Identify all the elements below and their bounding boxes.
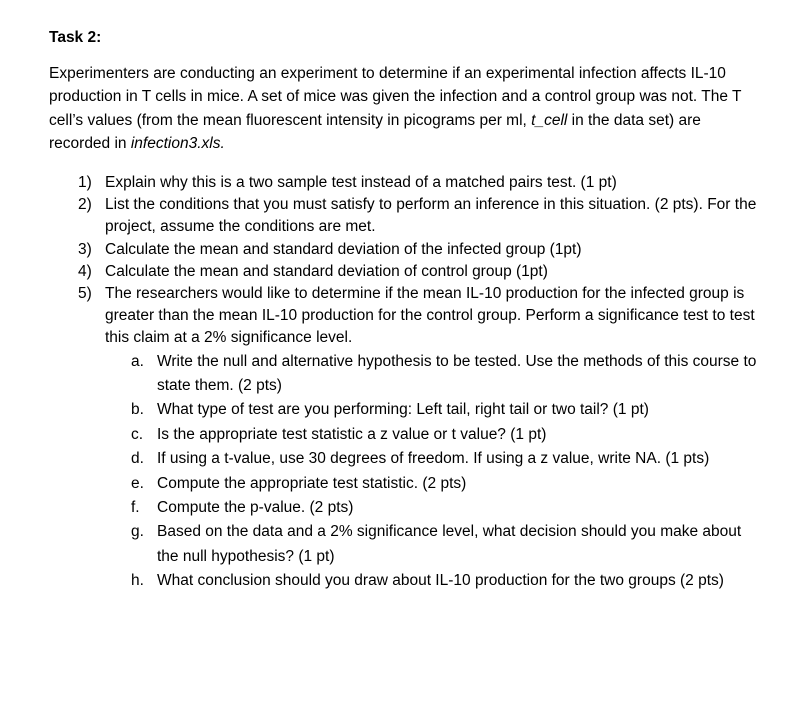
question-item [49,261,764,283]
sub-question-letter: b. [131,401,144,419]
sub-question-item [105,496,764,520]
sub-question-text: Is the appropriate test statistic a z value or t value? (1 pt) [157,425,547,443]
question-text: Calculate the mean and standard deviation of the infected group (1pt) [105,240,582,258]
intro-text: Experimenters are conducting an experiment to determine if an experimental infection affects IL-10 production in T cells in mice. A set of mice was given the infection and a control group was not. The T cell’s values (from the mean fluorescent intensity in picograms per ml, [49,65,742,129]
question-text: Calculate the mean and standard deviation of control group (1pt) [105,262,548,280]
sub-question-letter: h. [131,572,144,590]
sub-question-text: Based on the data and a 2% significance level, what decision should you make about the null hypothesis? (1 pt) [157,523,742,565]
sub-question-item [105,447,764,471]
question-number: 2) [78,196,92,214]
sub-question-item [105,350,764,399]
question-text: Explain why this is a two sample test instead of a matched pairs test. (1 pt) [105,174,617,191]
sub-question-item [105,398,764,422]
intro-text-mid: in the data set) are recorded in [49,111,701,152]
sub-question-list [105,350,764,594]
sub-question-item [105,472,764,496]
data-file-name: infection3.xls. [130,134,225,152]
sub-question-item [105,423,764,447]
sub-question-letter: e. [131,474,144,492]
sub-question-text: What conclusion should you draw about IL-10 production for the two groups (2 pts) [157,572,724,590]
question-item [49,172,764,194]
question-item [49,194,764,238]
task-title: Task 2: [49,29,102,46]
task-intro [49,62,764,155]
sub-question-letter: g. [131,523,144,541]
sub-question-item [105,520,764,569]
question-number: 3) [78,240,92,258]
sub-question-letter: c. [131,425,144,443]
question-number: 1) [78,174,92,191]
question-item [49,283,764,594]
sub-question-letter: a. [131,352,144,370]
question-text: The researchers would like to determine if the mean IL-10 production for the infected group is greater than the mean IL-10 production for the control group. Perform a significance test to test this claim at a 2% significance level. [105,285,755,347]
question-list [49,172,764,594]
question-number: 4) [78,262,92,280]
sub-question-letter: d. [131,450,144,468]
sub-question-text: What type of test are you performing: Left tail, right tail or two tail? (1 pt) [157,401,649,419]
sub-question-letter: f. [131,499,140,517]
question-number: 5) [78,285,92,303]
question-item [49,239,764,261]
question-text: List the conditions that you must satisfy to perform an inference in this situation. (2 pts). For the project, assume the conditions are met. [105,196,757,236]
sub-question-item [105,569,764,593]
sub-question-text: Write the null and alternative hypothesis to be tested. Use the methods of this course to state them. (2 pts) [157,352,757,395]
variable-name: t_cell [531,111,568,129]
sub-question-text: If using a t-value, use 30 degrees of freedom. If using a z value, write NA. (1 pts) [157,450,710,468]
sub-question-text: Compute the appropriate test statistic. (2 pts) [157,474,467,492]
sub-question-text: Compute the p-value. (2 pts) [157,499,354,517]
